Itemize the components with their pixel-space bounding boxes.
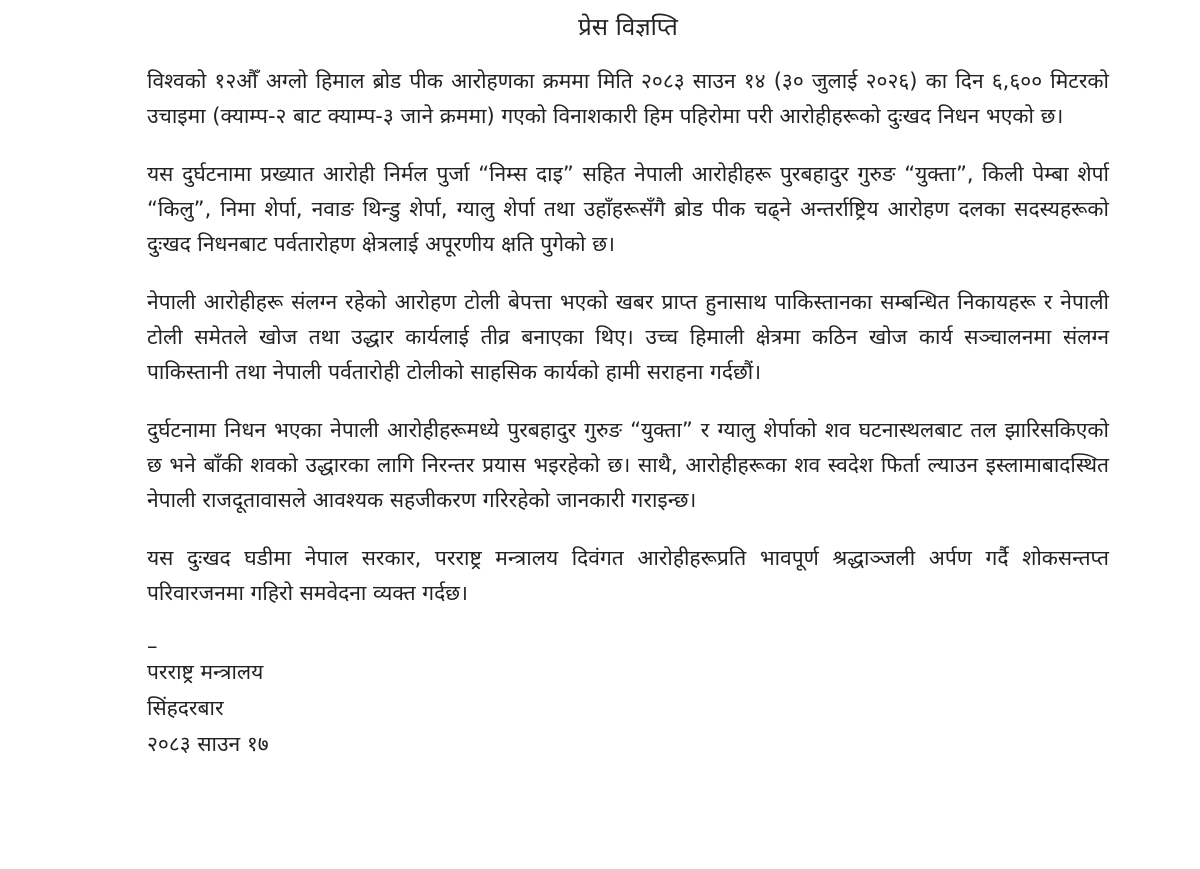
signature-ministry: परराष्ट्र मन्त्रालय [147,660,264,684]
signature-date: २०८३ साउन १७ [147,732,269,756]
press-release [147,10,1109,762]
signature-place: सिंहदरबार [147,696,224,720]
signature-separator: – [147,634,158,658]
paragraph-incident: विश्वको १२औँ अग्लो हिमाल ब्रोड पीक आरोहणका क्रममा मिति २०८३ साउन १४ (३० जुलाई २०२६) का दिन ६,६०० मिटरको उचाइमा (क्याम्प-२ बाट क्याम्प-३ जाने क्रममा) गएको विनाशकारी हिम पहिरोमा परी आरोहीहरूको दुःखद निधन भएको छ। [147,69,1109,128]
paragraph-victims: यस दुर्घटनामा प्रख्यात आरोही निर्मल पुर्जा “निम्स दाइ” सहित नेपाली आरोहीहरू पुरबहादुर गुरुङ “युक्ता”, किली पेम्बा शेर्पा “किलु”, निमा शेर्पा, नवाङ थिन्डु शेर्पा, ग्यालु शेर्पा तथा उहाँहरूसँगै ब्रोड पीक चढ्ने अन्तर्राष्ट्रिय आरोहण दलका सदस्यहरूको दुःखद निधनबाट पर्वतारोहण क्षेत्रलाई अपूरणीय क्षति पुगेको छ। [147,162,1109,256]
paragraph-repatriation: दुर्घटनामा निधन भएका नेपाली आरोहीहरूमध्ये पुरबहादुर गुरुङ “युक्ता” र ग्यालु शेर्पाको शव घटनास्थलबाट तल झारिसकिएको छ भने बाँकी शवको उद्धारका लागि निरन्तर प्रयास भइरहेको छ। साथै, आरोहीहरूका शव स्वदेश फिर्ता ल्याउन इस्लामाबादस्थित नेपाली राजदूतावासले आवश्यक सहजीकरण गरिरहेको जानकारी गराइन्छ। [147,418,1109,512]
paragraph-condolence: यस दुःखद घडीमा नेपाल सरकार, परराष्ट्र मन्त्रालय दिवंगत आरोहीहरूप्रति भावपूर्ण श्रद्धाञ्जली अर्पण गर्दै शोकसन्तप्त परिवारजनमा गहिरो समवेदना व्यक्त गर्दछ। [147,546,1109,605]
document-title: प्रेस विज्ञप्ति [578,13,678,41]
paragraph-search-rescue: नेपाली आरोहीहरू संलग्न रहेको आरोहण टोली बेपत्ता भएको खबर प्राप्त हुनासाथ पाकिस्तानका सम्बन्धित निकायहरू र नेपाली टोली समेतले खोज तथा उद्धार कार्यलाई तीव्र बनाएका थिए। उच्च हिमाली क्षेत्रमा कठिन खोज कार्य सञ्चालनमा संलग्न पाकिस्तानी तथा नेपाली पर्वतारोही टोलीको साहसिक कार्यको हामी सराहना गर्दछौं। [147,290,1109,384]
